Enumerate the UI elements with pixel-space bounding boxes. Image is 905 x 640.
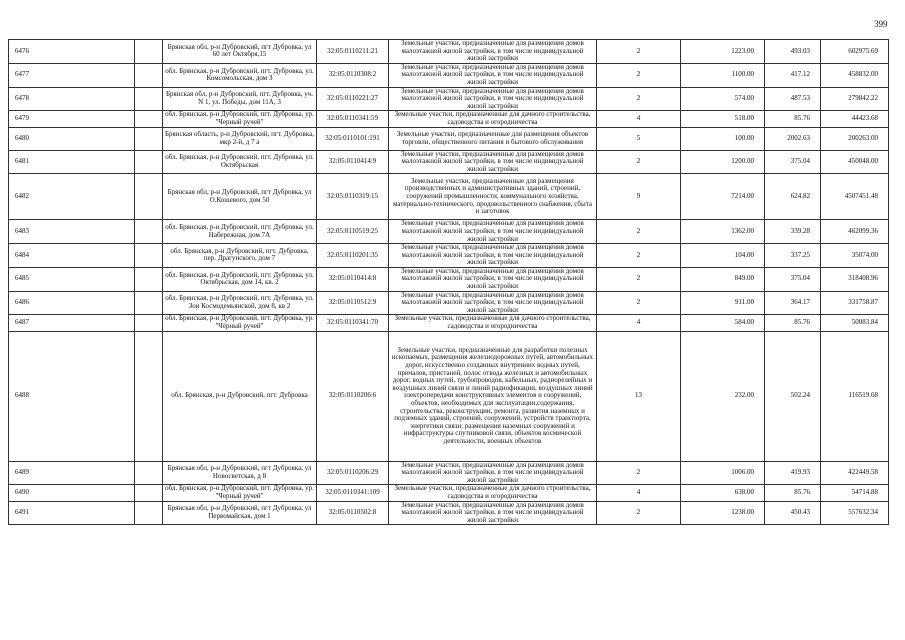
- area-cell: 1200.00: [681, 150, 765, 174]
- area-cell: 849.00: [681, 267, 765, 291]
- specific-value-cell: 337.25: [765, 244, 821, 268]
- specific-value-cell: 375.04: [765, 150, 821, 174]
- blank-cell: [135, 87, 163, 111]
- blank-cell: [135, 461, 163, 485]
- table-row: [9, 111, 889, 127]
- area-cell: 1238.00: [681, 501, 765, 525]
- area-cell: 518.00: [681, 111, 765, 127]
- cadastral-number-cell: 32:05:0110414:9: [317, 150, 389, 174]
- cadastral-number-cell: 32:05:0110201:35: [317, 244, 389, 268]
- row-number-cell: 6478: [9, 87, 135, 111]
- blank-cell: [135, 267, 163, 291]
- row-number-cell: 6482: [9, 174, 135, 220]
- table-row: [9, 40, 889, 64]
- address-cell: Брянская обл, р-н Дубровский, пгт Дубровка, ул 60 лет Октября,15: [163, 40, 317, 64]
- table-row: [9, 315, 889, 331]
- address-cell: обл. Брянская, р-н Дубровский, пгт. Дубровка, ул. Набережная, дом 7А: [163, 220, 317, 244]
- category-cell: 4: [597, 485, 681, 501]
- land-use-cell: Земельные участки, предназначенные для размещения домов малоэтажной жилой застройки, в том числе индивидуальной жилой застройки: [389, 244, 597, 268]
- blank-cell: [135, 501, 163, 525]
- specific-value-cell: 375.04: [765, 267, 821, 291]
- row-number-cell: 6484: [9, 244, 135, 268]
- blank-cell: [135, 485, 163, 501]
- area-cell: 1362.00: [681, 220, 765, 244]
- cadastral-number-cell: 32:05:0110308:2: [317, 63, 389, 87]
- specific-value-cell: 417.12: [765, 63, 821, 87]
- address-cell: обл. Брянская, р-н Дубровский, пгт. Дубровка, ул. Комсомольская, дом 3: [163, 63, 317, 87]
- row-number-cell: 6488: [9, 331, 135, 461]
- category-cell: 4: [597, 315, 681, 331]
- row-number-cell: 6486: [9, 291, 135, 315]
- cadastral-number-cell: 32:05:0110341:70: [317, 315, 389, 331]
- row-number-cell: 6490: [9, 485, 135, 501]
- specific-value-cell: 624.82: [765, 174, 821, 220]
- address-cell: Брянская обл, р-н Дубровский, пгт Дубровка, ул Первомайская, дом 1: [163, 501, 317, 525]
- specific-value-cell: 419.93: [765, 461, 821, 485]
- specific-value-cell: 450.43: [765, 501, 821, 525]
- category-cell: 2: [597, 40, 681, 64]
- row-number-cell: 6491: [9, 501, 135, 525]
- cadastral-value-cell: 35074.00: [821, 244, 889, 268]
- land-use-cell: Земельные участки, предназначенные для размещения домов малоэтажной жилой застройки, в том числе индивидуальной жилой застройки: [389, 150, 597, 174]
- address-cell: Брянская область, р-н Дубровский, пгт. Дубровка, мкр 2-й, д 7 а: [163, 127, 317, 150]
- blank-cell: [135, 174, 163, 220]
- category-cell: 2: [597, 63, 681, 87]
- blank-cell: [135, 63, 163, 87]
- row-number-cell: 6477: [9, 63, 135, 87]
- table-row: [9, 267, 889, 291]
- area-cell: 584.00: [681, 315, 765, 331]
- area-cell: 232.00: [681, 331, 765, 461]
- specific-value-cell: 493.03: [765, 40, 821, 64]
- cadastral-value-cell: 557632.34: [821, 501, 889, 525]
- cadastral-value-cell: 116519.68: [821, 331, 889, 461]
- address-cell: обл. Брянская, р-н Дубровский, пгт. Дубровка, ур. "Чёрный ручей": [163, 315, 317, 331]
- land-use-cell: Земельные участки, предназначенные для дачного строительства, садоводства и огородничества: [389, 485, 597, 501]
- category-cell: 13: [597, 331, 681, 461]
- category-cell: 9: [597, 174, 681, 220]
- page-number: 399: [874, 19, 888, 29]
- address-cell: Брянская обл, р-н Дубровский, пгт. Дубровка, уч. N 1, ул. Победы, дом 11А, 3: [163, 87, 317, 111]
- table-row: [9, 150, 889, 174]
- table-row: [9, 63, 889, 87]
- address-cell: обл. Брянская, р-н Дубровский, пгт. Дубровка, ул. Октябрьская: [163, 150, 317, 174]
- cadastral-number-cell: 32:05:0110211:21: [317, 40, 389, 64]
- row-number-cell: 6476: [9, 40, 135, 64]
- cadastral-value-cell: 50083.84: [821, 315, 889, 331]
- land-use-cell: Земельные участки, предназначенные для разработки полезных ископаемых, размещения железнодорожных путей, автомобильных дорог, искусственно созданных внутренних водных путей, причалов, пристаней, полос отвода железных и автомобильных дорог, водных путей, трубопроводов, кабельных, радиорелейных и воздушных линий связи и линий радиофикации, воздушных линий электропередачи конструктивных элементов и сооружений, объектов, необходимых для эксплуатации,содержания, строительства, реконструкции, ремонта, развития наземных и подземных зданий, строений, сооружений, устройств транспорта, энергетики связи; размещения наземных сооружений и инфраструктуры спутниковой связи, объектов космической деятельности, военных объектов: [389, 331, 597, 461]
- category-cell: 2: [597, 244, 681, 268]
- category-cell: 5: [597, 127, 681, 150]
- specific-value-cell: 2002.63: [765, 127, 821, 150]
- table-row: [9, 87, 889, 111]
- land-use-cell: Земельные участки, предназначенные для размещения домов малоэтажной жилой застройки, в том числе индивидуальной жилой застройки: [389, 87, 597, 111]
- category-cell: 2: [597, 267, 681, 291]
- cadastral-number-cell: 32:05:0110502:8: [317, 501, 389, 525]
- category-cell: 2: [597, 461, 681, 485]
- table-row: [9, 291, 889, 315]
- specific-value-cell: 85.76: [765, 111, 821, 127]
- blank-cell: [135, 291, 163, 315]
- land-use-cell: Земельные участки, предназначенные для размещения домов малоэтажной жилой застройки, в том числе индивидуальной жилой застройки: [389, 40, 597, 64]
- address-cell: обл. Брянская, р-н Дубровский, пгт. Дубровка, ур. "Черный ручей": [163, 111, 317, 127]
- table-row: [9, 331, 889, 461]
- area-cell: 574.00: [681, 87, 765, 111]
- specific-value-cell: 502.24: [765, 331, 821, 461]
- table-row: [9, 220, 889, 244]
- specific-value-cell: 339.28: [765, 220, 821, 244]
- area-cell: 1100.00: [681, 63, 765, 87]
- area-cell: 1006.00: [681, 461, 765, 485]
- blank-cell: [135, 40, 163, 64]
- row-number-cell: 6489: [9, 461, 135, 485]
- land-use-cell: Земельные участки, предназначенные для размещения домов малоэтажной жилой застройки, в том числе индивидуальной жилой застройки: [389, 267, 597, 291]
- category-cell: 2: [597, 150, 681, 174]
- table-row: [9, 174, 889, 220]
- area-cell: 104.00: [681, 244, 765, 268]
- blank-cell: [135, 244, 163, 268]
- land-use-cell: Земельные участки, предназначенные для размещения домов малоэтажной жилой застройки, в том числе индивидуальной жилой застройки: [389, 220, 597, 244]
- cadastral-number-cell: 32:05:0110101:191: [317, 127, 389, 150]
- specific-value-cell: 85.76: [765, 485, 821, 501]
- cadastral-value-cell: 422449.58: [821, 461, 889, 485]
- row-number-cell: 6483: [9, 220, 135, 244]
- land-use-cell: Земельные участки, предназначенные для размещения домов малоэтажной жилой застройки, в том числе индивидуальной жилой застройки: [389, 63, 597, 87]
- cadastral-number-cell: 32:05:0110414:8: [317, 267, 389, 291]
- category-cell: 2: [597, 87, 681, 111]
- address-cell: обл. Брянская, р-н Дубровский, пгт. Дубровка, ул. Октябрьская, дом 14, кв. 2: [163, 267, 317, 291]
- address-cell: обл. Брянская, р-н Дубровский, пгт. Дубровка, ул. Зои Космодемьянской, дом 8, кв 2: [163, 291, 317, 315]
- category-cell: 2: [597, 220, 681, 244]
- cadastral-value-cell: 450048.00: [821, 150, 889, 174]
- table-row: [9, 501, 889, 525]
- row-number-cell: 6485: [9, 267, 135, 291]
- cadastral-number-cell: 32:05:0110512:9: [317, 291, 389, 315]
- blank-cell: [135, 315, 163, 331]
- specific-value-cell: 85.76: [765, 315, 821, 331]
- blank-cell: [135, 220, 163, 244]
- cadastral-number-cell: 32:05:0110206:29: [317, 461, 389, 485]
- table-row: [9, 244, 889, 268]
- cadastral-value-cell: 458832.00: [821, 63, 889, 87]
- cadastral-value-cell: 318408.96: [821, 267, 889, 291]
- specific-value-cell: 487.53: [765, 87, 821, 111]
- table-row: [9, 485, 889, 501]
- cadastral-value-cell: 279842.22: [821, 87, 889, 111]
- table-body: [9, 40, 889, 525]
- blank-cell: [135, 150, 163, 174]
- cadastral-value-cell: 54714.88: [821, 485, 889, 501]
- land-use-cell: Земельные участки, предназначенные для размещения производственных и административных зданий, строений, сооружений промышленности, коммунального хозяйства, материально-технического, продовольственного снабжения, сбыта и заготовок: [389, 174, 597, 220]
- row-number-cell: 6479: [9, 111, 135, 127]
- address-cell: Брянская обл, р-н Дубровский, пгт Дубровка, ул Новосветская, д 8: [163, 461, 317, 485]
- row-number-cell: 6487: [9, 315, 135, 331]
- cadastral-number-cell: 32:05:0110319:15: [317, 174, 389, 220]
- cadastral-value-cell: 44423.68: [821, 111, 889, 127]
- area-cell: 100.00: [681, 127, 765, 150]
- land-registry-table: [8, 39, 889, 525]
- category-cell: 2: [597, 291, 681, 315]
- area-cell: 1223.00: [681, 40, 765, 64]
- address-cell: обл. Брянская, р-н Дубровский, пгт. Дубровка, пер. Драгунского, дом 7: [163, 244, 317, 268]
- table-row: [9, 461, 889, 485]
- row-number-cell: 6481: [9, 150, 135, 174]
- cadastral-number-cell: 32:05:0110341:59: [317, 111, 389, 127]
- blank-cell: [135, 127, 163, 150]
- cadastral-value-cell: 331758.87: [821, 291, 889, 315]
- land-use-cell: Земельные участки, предназначенные для дачного строительства, садоводства и огородничества: [389, 111, 597, 127]
- area-cell: 911.00: [681, 291, 765, 315]
- row-number-cell: 6480: [9, 127, 135, 150]
- land-use-cell: Земельные участки, предназначенные для размещения домов малоэтажной жилой застройки, в том числе индивидуальной жилой застройки: [389, 291, 597, 315]
- area-cell: 638.00: [681, 485, 765, 501]
- land-use-cell: Земельные участки, предназначенные для размещения домов малоэтажной жилой застройки, в том числе индивидуальной жилой застройки: [389, 461, 597, 485]
- cadastral-number-cell: 32:05:0110341:109: [317, 485, 389, 501]
- specific-value-cell: 364.17: [765, 291, 821, 315]
- category-cell: 4: [597, 111, 681, 127]
- table-row: [9, 127, 889, 150]
- address-cell: Брянская обл, р-н Дубровский, пгт Дубровка, ул О.Кошевого, дом 50: [163, 174, 317, 220]
- cadastral-number-cell: 32:05:0110519:25: [317, 220, 389, 244]
- cadastral-value-cell: 200263.00: [821, 127, 889, 150]
- cadastral-value-cell: 4507451.48: [821, 174, 889, 220]
- land-use-cell: Земельные участки, предназначенные для размещения объектов торговли, общественного питания и бытового обслуживания: [389, 127, 597, 150]
- blank-cell: [135, 111, 163, 127]
- address-cell: обл. Брянская, р-н Дубровский, пгт. Дубровка: [163, 331, 317, 461]
- area-cell: 7214.00: [681, 174, 765, 220]
- cadastral-value-cell: 462099.36: [821, 220, 889, 244]
- cadastral-number-cell: 32:05:0110206:6: [317, 331, 389, 461]
- cadastral-number-cell: 32:05:0110221:27: [317, 87, 389, 111]
- cadastral-value-cell: 602975.69: [821, 40, 889, 64]
- blank-cell: [135, 331, 163, 461]
- address-cell: обл. Брянская, р-н Дубровский, пгт. Дубровка, ур. "Черный ручей": [163, 485, 317, 501]
- land-use-cell: Земельные участки, предназначенные для размещения домов малоэтажной жилой застройки, в том числе индивидуальной жилой застройки: [389, 501, 597, 525]
- land-use-cell: Земельные участки, предназначенные для дачного строительства, садоводства и огородничества: [389, 315, 597, 331]
- category-cell: 2: [597, 501, 681, 525]
